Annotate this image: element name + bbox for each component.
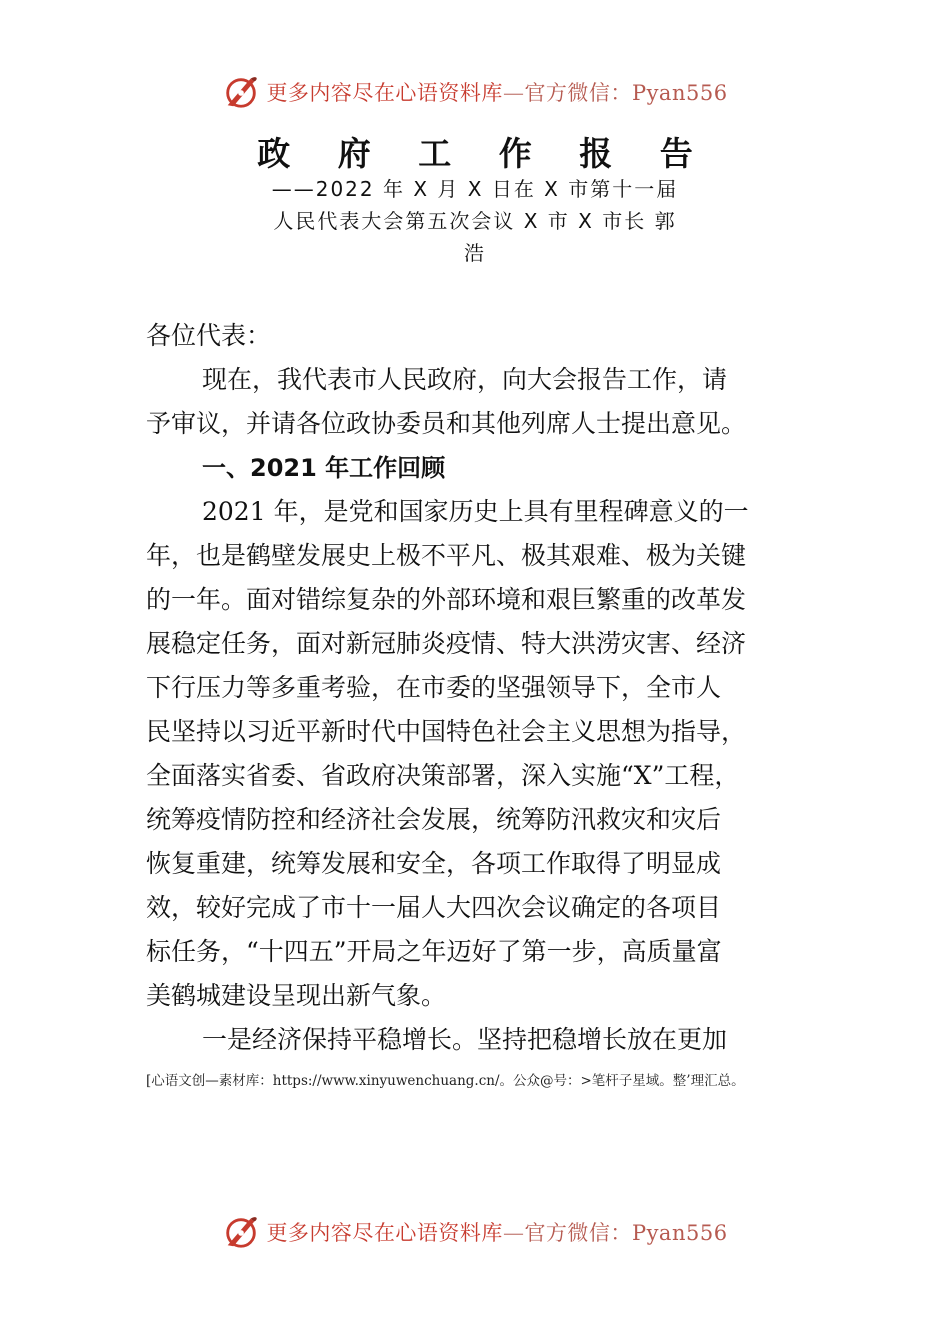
quill-pen-logo-icon	[222, 1213, 260, 1251]
banner-separator: —	[502, 81, 525, 105]
subtitle-line: ——2022 年 X 月 X 日在 X 市第十一届	[271, 177, 679, 201]
banner-brand: 更多内容尽在心语资料库	[266, 81, 503, 105]
banner-text	[266, 77, 727, 107]
footnote: [心语文创—素材库：https://www.xinyuwenchuang.cn/。公众@号：>笔杆子星域。整’理汇总。	[146, 1073, 745, 1089]
header-banner	[0, 70, 950, 114]
banner-account: Pyan556	[631, 81, 728, 105]
text-line: 下行压力等多重考验，在市委的坚强领导下，全市人	[146, 673, 722, 702]
text-line: 现在，我代表市人民政府，向大会报告工作，请	[202, 365, 728, 394]
paragraph-intro	[146, 358, 846, 446]
section-heading: 一、2021 年工作回顾	[202, 454, 446, 482]
banner-label: 官方微信：	[524, 81, 632, 105]
text-line: 标任务，“十四五”开局之年迈好了第一步，高质量富	[146, 937, 722, 966]
subtitle-line: 浩	[464, 241, 486, 265]
text-line: 全面落实省委、省政府决策部署，深入实施“X”工程，	[146, 761, 740, 790]
text-line: 民坚持以习近平新时代中国特色社会主义思想为指导，	[146, 717, 747, 746]
subtitle-line: 人民代表大会第五次会议 X 市 X 市长 郭	[273, 209, 677, 233]
text-line: 年，也是鹤壁发展史上极不平凡、极其艰难、极为关键	[146, 541, 747, 570]
banner-brand: 更多内容尽在心语资料库	[266, 1221, 503, 1245]
banner-label: 官方微信：	[524, 1221, 632, 1245]
banner-text	[266, 1217, 727, 1247]
text-line: 一是经济保持平稳增长。坚持把稳增长放在更加	[202, 1025, 728, 1054]
text-line: 效，较好完成了市十一届人大四次会议确定的各项目	[146, 893, 722, 922]
banner-account: Pyan556	[631, 1221, 728, 1245]
banner-separator: —	[502, 1221, 525, 1245]
text-line: 的一年。面对错综复杂的外部环境和艰巨繁重的改革发	[146, 585, 747, 614]
document-body	[146, 314, 846, 1062]
paragraph-review	[146, 490, 846, 1018]
quill-pen-logo-icon	[222, 73, 260, 111]
text-line: 展稳定任务，面对新冠肺炎疫情、特大洪涝灾害、经济	[146, 629, 747, 658]
text-line: 2021 年，是党和国家历史上具有里程碑意义的一	[202, 497, 749, 526]
text-line: 予审议，并请各位政协委员和其他列席人士提出意见。	[146, 409, 747, 438]
footer-banner	[0, 1210, 950, 1254]
text-line: 恢复重建，统筹发展和安全，各项工作取得了明显成	[146, 849, 722, 878]
paragraph-economy	[146, 1018, 846, 1062]
salutation: 各位代表：	[146, 321, 272, 350]
text-line: 美鹤城建设呈现出新气象。	[146, 981, 447, 1010]
document-title: 政 府 工 作 报 告	[257, 134, 711, 173]
text-line: 统筹疫情防控和经济社会发展，统筹防汛救灾和灾后	[146, 805, 722, 834]
